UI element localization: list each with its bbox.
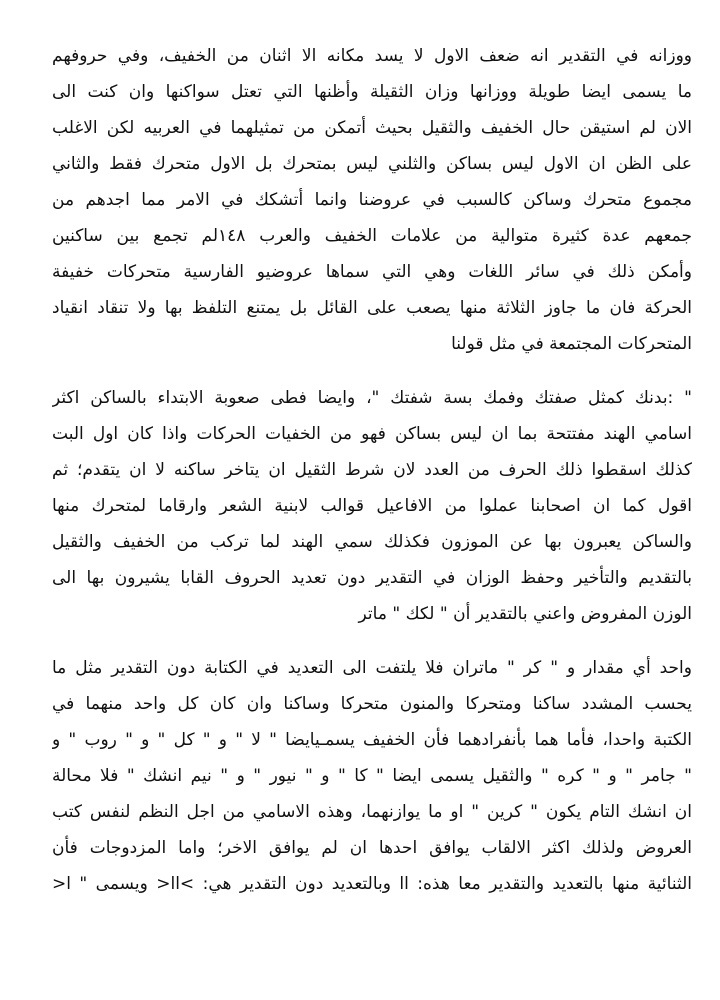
text-line: مجموع متحرك وساكن كالسبب في عروضنا وانما أتشكك في الامر مما اجدهم من xyxy=(52,190,692,210)
paragraph-2 xyxy=(52,380,692,632)
text-line: ان انشك التام يكون " كرين " او ما يوازنهما، وهذه الاسامي من اجل النظم لنفس كتب xyxy=(52,802,692,822)
text-line: العروض ولذلك اكثر الالقاب يوافق احدها ان لم يوافق الاخر؛ واما المزدوجات فأن xyxy=(52,838,692,858)
text-line: وأمكن ذلك في سائر اللغات وهي التي سماها عروضيو الفارسية متحركات خفيفة xyxy=(52,262,692,282)
text-line: الحركة فان ما جاوز الثلاثة منها يصعب على القائل بل يمتنع التلفظ بها ولا تنقاد انقياد xyxy=(52,298,692,318)
text-line: والساكن يعبرون بها عن الموزون فكذلك سمي الهند لما تركب من الخفيف والثقيل xyxy=(52,532,692,552)
text-line: اسامي الهند مفتتحة بما ان ليس بساكن فهو من الخفيات الحركات واذا كان اول البت xyxy=(52,424,692,444)
text-line: على الظن ان الاول ليس بساكن والثلني ليس بمتحرك بل الاول متحرك فقط والثاني xyxy=(52,154,692,174)
text-line: ووزانه في التقدير انه ضعف الاول لا يسد مكانه الا اثنان من الخفيف، وفي حروفهم xyxy=(52,46,692,66)
text-line: يحسب المشدد ساكنا ومتحركا والمنون متحركا وساكنا وان كان كل واحد منهما في xyxy=(52,694,692,714)
paragraph-3 xyxy=(52,650,692,902)
text-line: واحد أي مقدار و " كر " ماتران فلا يلتفت الى التعديد في الكتابة دون التقدير مثل ما xyxy=(52,658,692,678)
text-line: جمعهم عدة كثيرة متوالية من علامات الخفيف والعرب ١٤٨لم تجمع بين ساكنين xyxy=(52,226,692,246)
text-line: بالتقديم والتأخير وحفظ الوزان في التقدير دون تعديد الحروف القابا يشيرون بها الى xyxy=(52,568,692,588)
paragraph-1 xyxy=(52,38,692,362)
text-line: " جامر " و " كره " والثقيل يسمى ايضا " كا " و " نيور " و " نيم انشك " فلا محالة xyxy=(52,766,692,786)
text-line: كذلك اسقطوا ذلك الحرف من العدد لان شرط الثقيل ان يتاخر ساكنه لا ان يتقدم؛ ثم xyxy=(52,460,692,480)
text-line: " :بدنك كمثل صفتك وفمك بسة شفتك "، وايضا فطى صعوبة الابتداء بالساكن اكثر xyxy=(52,388,692,408)
text-line: الكتبة واحدا، فأما هما بأنفرادهما فأن الخفيف يسمـيايضا " لا " و " كل " و " روب " و xyxy=(52,730,692,750)
document-page xyxy=(52,38,692,902)
text-line: الثنائية منها بالتعديد والتقدير معا هذه: اا وبالتعديد دون التقدير هي: >اا< ويسمى " ا< xyxy=(52,874,692,894)
text-line: اقول كما ان اصحابنا عملوا من الافاعيل قوالب لابنية الشعر وارقاما لمتحرك منها xyxy=(52,496,692,516)
text-line: الوزن المفروض واعني بالتقدير أن " لكك " ماتر xyxy=(358,604,692,624)
paragraph-gap xyxy=(52,362,692,380)
text-line: المتحركات المجتمعة في مثل قولنا xyxy=(451,334,692,354)
text-line: ما يسمى ايضا طويلة ووزانها وزان الثقيلة وأظنها التي تعتل سواكنها وان كنت الى xyxy=(52,82,692,102)
text-line: الان لم استيقن حال الخفيف والثقيل بحيث أتمكن من تمثيلهما في العربيه لكن الاغلب xyxy=(52,118,692,138)
paragraph-gap xyxy=(52,632,692,650)
